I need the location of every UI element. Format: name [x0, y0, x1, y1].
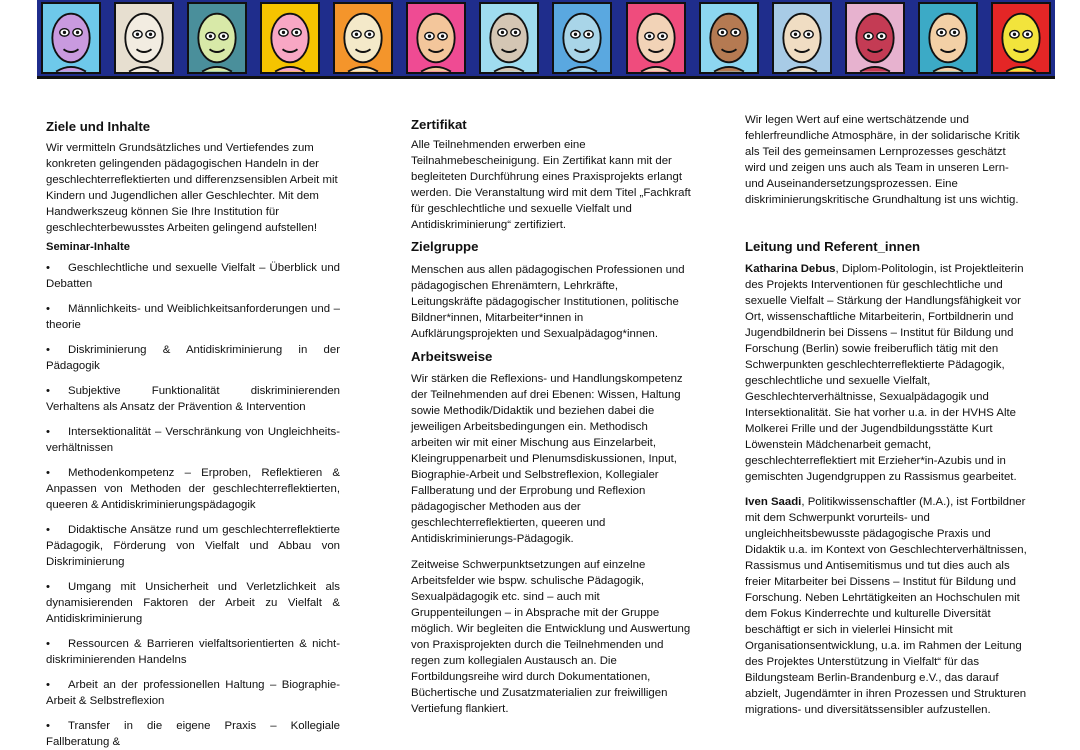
bio-text-katharina-debus: , Diplom-Politologin, ist Projektleiterin des Projekts Interventionen für geschlechtliche und sexuelle Vielfalt – Stärkung der Handlungsfähigkeit vor Ort, wissenschaftliche Mitarbeiterin, Fortbildnerin und Jugendbildnerin bei Dissens – Institut für Bildung und Forschung (Berlin) sowie freiberuflich tätig mit den Schwerpunkten geschlechterreflektierte Pädagogik, geschlechtliche und sexuelle Vielfalt, Geschlechterverhältnisse, Sexualpädagogik und Intersektionalität. Sie hat vorher u.a. in der HVHS Alte Molkerei Frille und der Jugendbildungsstätte Kurt Löwenstein Mädchenarbeit gemacht, geschlechterreflektiert mit Erzieher*in-Azubis und in gemischten Jugendgruppen zu Rassismus gearbeitet. — [745, 263, 1024, 483]
banner-character-tile — [41, 2, 101, 74]
bullet-text: Männlichkeits- und Weiblichkeitsanforderungen und –theorie — [46, 303, 340, 331]
banner-character-tile — [479, 2, 539, 74]
heading-zertifikat: Zertifikat — [411, 117, 467, 132]
heading-leitung-referentinnen: Leitung und Referent_innen — [745, 239, 921, 254]
seminar-bullet-item — [46, 636, 340, 668]
intro-paragraph: Wir vermitteln Grundsätzliches und Vertiefendes zum konkreten gelingenden pädagogischen Handeln in der geschlechterreflektierten und differenzsensiblen Arbeit mit Kindern und Jugendlichen aller Geschlechter. Mit dem Handwerkszeug können Sie Ihre Institution für geschlechterbewusstes Arbeiten gelingend aufstellen! — [46, 142, 338, 234]
cartoon-face-icon — [408, 4, 464, 72]
column-zertifikat — [411, 96, 691, 717]
cartoon-face-icon — [481, 4, 537, 72]
cartoon-face-icon — [262, 4, 318, 72]
seminar-bullet-item — [46, 424, 340, 456]
cartoon-face-icon — [993, 4, 1049, 72]
banner-character-tile — [699, 2, 759, 74]
bullet-dot-icon: • — [46, 581, 50, 593]
heading-arbeitsweise: Arbeitsweise — [411, 349, 493, 364]
bio-iven-saadi — [745, 494, 1027, 718]
zertifikat-text: Alle Teilnehmenden erwerben eine Teilnahmebescheinigung. Ein Zertifikat kann mit der begleiteten Durchführung eines Praxisprojekts erlangt werden. Die Veranstaltung wird mit dem Titel „Fachkraft für geschlechtliche und sexuelle Vielfalt und Antidiskriminierung“ zertifiziert. — [411, 139, 691, 231]
banner-character-tile — [626, 2, 686, 74]
banner-character-tile — [114, 2, 174, 74]
banner-character-tile — [187, 2, 247, 74]
heading-ziele-inhalte: Ziele und Inhalte — [46, 119, 151, 134]
column-ziele-inhalte — [46, 96, 340, 750]
cartoon-face-icon — [774, 4, 830, 72]
banner-character-tile — [552, 2, 612, 74]
name-katharina-debus: Katharina Debus — [745, 263, 836, 275]
bullet-text: Diskriminierung & Antidiskriminierung in der Pädagogik — [46, 344, 340, 372]
seminar-bullet-item — [46, 301, 340, 333]
seminar-bullet-list — [46, 260, 340, 750]
cartoon-face-icon — [628, 4, 684, 72]
cartoon-face-icon — [335, 4, 391, 72]
zielgruppe-text: Menschen aus allen pädagogischen Professionen und pädagogischen Ehrenämtern, Lehrkräfte, Leitungskräfte pädagogischer Institutionen, politische Bildner*innen, Mitarbeiter*innen in Aufklärungsprojekten und Sexualpädagog*innen. — [411, 264, 685, 340]
bullet-text: Didaktische Ansätze rund um geschlechterreflektierte Pädagogik, Förderung von Vielfalt und Abbau von Diskriminierung — [46, 524, 340, 568]
bullet-dot-icon: • — [46, 524, 50, 536]
seminar-bullet-item — [46, 383, 340, 415]
seminar-bullet-item — [46, 260, 340, 292]
banner-character-tile — [991, 2, 1051, 74]
bio-katharina-debus — [745, 261, 1027, 485]
seminar-bullet-item — [46, 579, 340, 627]
bullet-text: Subjektive Funktionalität diskriminierenden Verhaltens als Ansatz der Prävention & Intervention — [46, 385, 340, 413]
bullet-dot-icon: • — [46, 426, 50, 438]
cartoon-face-icon — [189, 4, 245, 72]
cartoon-face-icon — [847, 4, 903, 72]
arbeitsweise-text-2: Zeitweise Schwerpunktsetzungen auf einzelne Arbeitsfelder wie bspw. schulische Pädagogik, Sexualpädagogik etc. sind – auch mit Gruppenteilungen – in Absprache mit der Gruppe möglich. Wir begleiten die Entwicklung und Auswertung von Praxisprojekten durch die Teilnehmenden und regen zum kollegialen Austausch an. Die Fortbildungsreihe wird durch Dokumentationen, Büchertische und Zusatzmaterialien zur freiwilligen Vertiefung flankiert. — [411, 559, 691, 715]
bullet-text: Ressourcen & Barrieren vielfaltsorientierten & nicht-diskriminierenden Handelns — [46, 638, 340, 666]
banner-character-tile — [772, 2, 832, 74]
cartoon-face-icon — [43, 4, 99, 72]
banner-character-tile — [918, 2, 978, 74]
arbeitsweise-text-1: Wir stärken die Reflexions- und Handlungskompetenz der Teilnehmenden auf drei Ebenen: Wissen, Haltung sowie Methodik/Didaktik und beziehen dabei die jeweiligen Arbeitsbedingungen ein. Methodisch arbeiten wir mit einer Mischung aus Einzelarbeit, Kleingruppenarbeit und Plenumsdiskussionen, Input, Biographie-Arbeit und Selbstreflexion, Kollegialer Fallberatung und der Erprobung und Reflexion pädagogischer Methoden aus der geschlechterreflektierten, queeren und Antidiskriminierungs-Pädagogik. — [411, 373, 683, 545]
name-iven-saadi: Iven Saadi — [745, 496, 802, 508]
bullet-dot-icon: • — [46, 262, 50, 274]
bullet-text: Arbeit an der professionellen Haltung – Biographie-Arbeit & Selbstreflexion — [46, 679, 340, 707]
cartoon-face-icon — [701, 4, 757, 72]
bullet-dot-icon: • — [46, 638, 50, 650]
bullet-dot-icon: • — [46, 720, 50, 732]
bullet-dot-icon: • — [46, 303, 50, 315]
subheading-seminar-inhalte: Seminar-Inhalte — [46, 241, 130, 253]
bullet-text: Intersektionalität – Verschränkung von Ungleichheits-verhältnissen — [46, 426, 340, 454]
cartoon-face-icon — [116, 4, 172, 72]
bio-text-iven-saadi: , Politikwissenschaftler (M.A.), ist Fortbildner mit dem Schwerpunkt vorurteils- und ungleichheitsbewusste pädagogische Praxis und Didaktik u.a. im Kontext von Geschlechterverhältnissen, Rassismus und Antisemitismus und tut dies auch als freier Mitarbeiter bei Dissens – Institut für Bildung und Forschung. Neben Lehrtätigkeiten an Hochschulen mit dem Fokus Kinderrechte und kulturelle Diversität beschäftigt er sich in vielerlei Hinsicht mit Organisationsentwicklung, u.a. im Rahmen der Leitung des Projektes Unterstützung in Vielfalt“ für das Bildungsteam Berlin-Brandenburg e.V., das darauf abzielt, Jugendämter in ihren Prozessen und Strukturen migrations- und diversitätssensibler aufzustellen. — [745, 496, 1027, 716]
seminar-bullet-item — [46, 677, 340, 709]
header-banner — [37, 0, 1055, 79]
heading-zielgruppe: Zielgruppe — [411, 239, 479, 254]
atmosphere-text: Wir legen Wert auf eine wertschätzende und fehlerfreundliche Atmosphäre, in der solidarische Kritik als Teil des gemeinsamen Lernprozesses geschätzt wird und zeigen uns auch als Team in unseren Lern- und Auseinandersetzungsprozessen. Eine diskriminierungskritische Grundhaltung ist uns wichtig. — [745, 114, 1020, 206]
cartoon-face-icon — [920, 4, 976, 72]
bullet-text: Methodenkompetenz – Erproben, Reflektieren & Anpassen von Methoden der geschlechterreflektierten, queeren & Antidiskriminierungspädagogik — [46, 467, 340, 511]
banner-character-tile — [845, 2, 905, 74]
seminar-bullet-item — [46, 342, 340, 374]
bullet-dot-icon: • — [46, 385, 50, 397]
column-leitung — [745, 96, 1027, 718]
bullet-text: Geschlechtliche und sexuelle Vielfalt – Überblick und Debatten — [46, 262, 340, 290]
bullet-text: Transfer in die eigene Praxis – Kollegiale Fallberatung & — [46, 720, 340, 748]
bullet-dot-icon: • — [46, 467, 50, 479]
banner-character-tile — [406, 2, 466, 74]
cartoon-face-icon — [554, 4, 610, 72]
seminar-bullet-item — [46, 465, 340, 513]
banner-character-tile — [333, 2, 393, 74]
bullet-dot-icon: • — [46, 679, 50, 691]
bullet-dot-icon: • — [46, 344, 50, 356]
bullet-text: Umgang mit Unsicherheit und Verletzlichkeit als dynamisierenden Faktoren der Arbeit zu Vielfalt & Antidiskriminierung — [46, 581, 340, 625]
seminar-bullet-item — [46, 718, 340, 750]
banner-character-tile — [260, 2, 320, 74]
seminar-bullet-item — [46, 522, 340, 570]
